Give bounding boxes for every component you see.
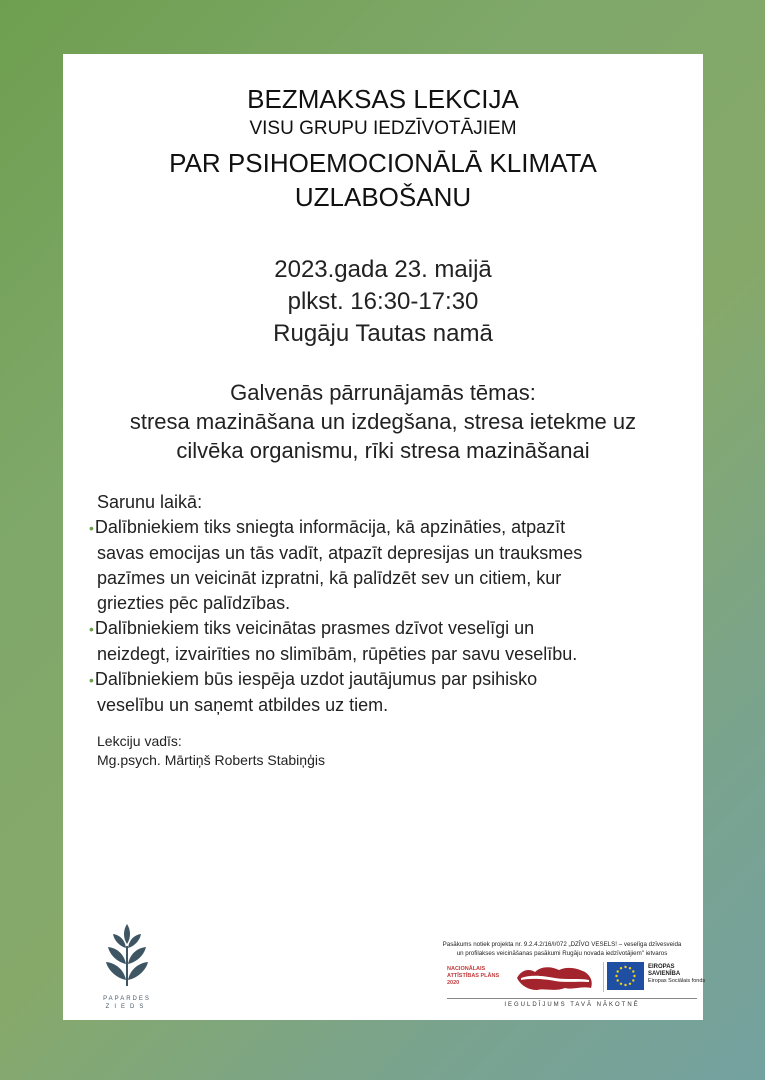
talk-bullet <box>89 616 677 667</box>
talk-bullet <box>89 515 677 616</box>
logo-name: PAPARDES <box>103 996 151 1002</box>
latvia-flag-map-icon <box>515 964 595 992</box>
talk-intro: Sarunu laikā: <box>97 492 203 512</box>
bullet-line: pazīmes un veicināt izpratni, kā palīdzēt sev un citiem, kur <box>97 568 562 588</box>
eu-flag-icon <box>607 962 644 990</box>
title-topic <box>63 146 703 214</box>
event-details <box>63 254 703 350</box>
eu-text <box>648 964 708 985</box>
topics-section <box>63 378 703 465</box>
lecturer-label: Lekciju vadīs: <box>97 733 182 749</box>
title-topic-line2: UZLABOŠANU <box>294 182 472 212</box>
topics-line1: stresa mazināšana un izdegšana, stresa ietekme uz <box>129 409 637 434</box>
title-topic-line1: PAR PSIHOEMOCIONĀLĀ KLIMATA <box>169 148 597 178</box>
project-line1: Pasākums notiek projekta nr. 9.2.4.2/16/I/072 „DZĪVO VESELS! – veselīga dzīvesveida <box>442 941 682 948</box>
event-date: 2023.gada 23. maijā <box>274 256 492 283</box>
lecturer-name: Mg.psych. Mārtiņš Roberts Stabiņģis <box>97 752 325 768</box>
title-audience: VISU GRUPU IEDZĪVOTĀJIEM <box>249 118 517 139</box>
bullet-dot-icon: • <box>89 621 94 637</box>
partner-logos <box>447 962 707 996</box>
title-free-lecture: BEZMAKSAS LEKCIJA <box>247 84 519 114</box>
bullet-line: savas emocijas un tās vadīt, atpazīt depresijas un trauksmes <box>97 543 583 563</box>
eu-fund: Eiropas Sociālais fonds <box>648 978 706 984</box>
project-line2: un profilakses veicināšanas pasākumi Rugāju novada iedzīvotājiem" ietvaros <box>456 950 668 957</box>
event-place: Rugāju Tautas namā <box>273 320 493 347</box>
project-info <box>417 940 707 958</box>
bullet-dot-icon: • <box>89 672 94 688</box>
talk-bullet <box>89 667 677 718</box>
bullet-line: Dalībniekiem tiks sniegta informācija, kā apzināties, atpazīt <box>94 517 566 537</box>
invest-slogan: IEGULDĪJUMS TAVĀ NĀKOTNĒ <box>504 1002 640 1008</box>
lecturer-block <box>97 732 325 770</box>
talk-section <box>89 490 677 718</box>
logo-separator <box>603 962 604 992</box>
bullet-dot-icon: • <box>89 520 94 536</box>
logo-subname: ZIEDS <box>105 1004 149 1010</box>
poster-page <box>63 54 706 1020</box>
bullet-line: veselību un saņemt atbildes uz tiem. <box>97 695 389 715</box>
leaf-logo-icon <box>105 922 149 990</box>
bullet-line: neizdegt, izvairīties no slimībām, rūpēties par savu veselību. <box>97 644 578 664</box>
papardes-zieds-logo <box>97 922 157 1014</box>
invest-divider <box>447 998 697 999</box>
nap-logo-text: NACIONĀLAIS ATTĪSTĪBAS PLĀNS 2020 <box>447 966 500 986</box>
event-time: plkst. 16:30-17:30 <box>287 288 479 315</box>
bullet-line: Dalībniekiem tiks veicinātas prasmes dzīvot veselīgi un <box>94 618 535 638</box>
topics-heading: Galvenās pārrunājamās tēmas: <box>230 380 536 405</box>
bullet-line: Dalībniekiem būs iespēja uzdot jautājumus par psihisko <box>94 669 538 689</box>
eu-title: EIROPAS SAVIENĪBA <box>648 964 681 977</box>
bullet-line: griezties pēc palīdzības. <box>97 593 291 613</box>
topics-line2: cilvēka organismu, rīki stresa mazināšanai <box>176 438 590 463</box>
